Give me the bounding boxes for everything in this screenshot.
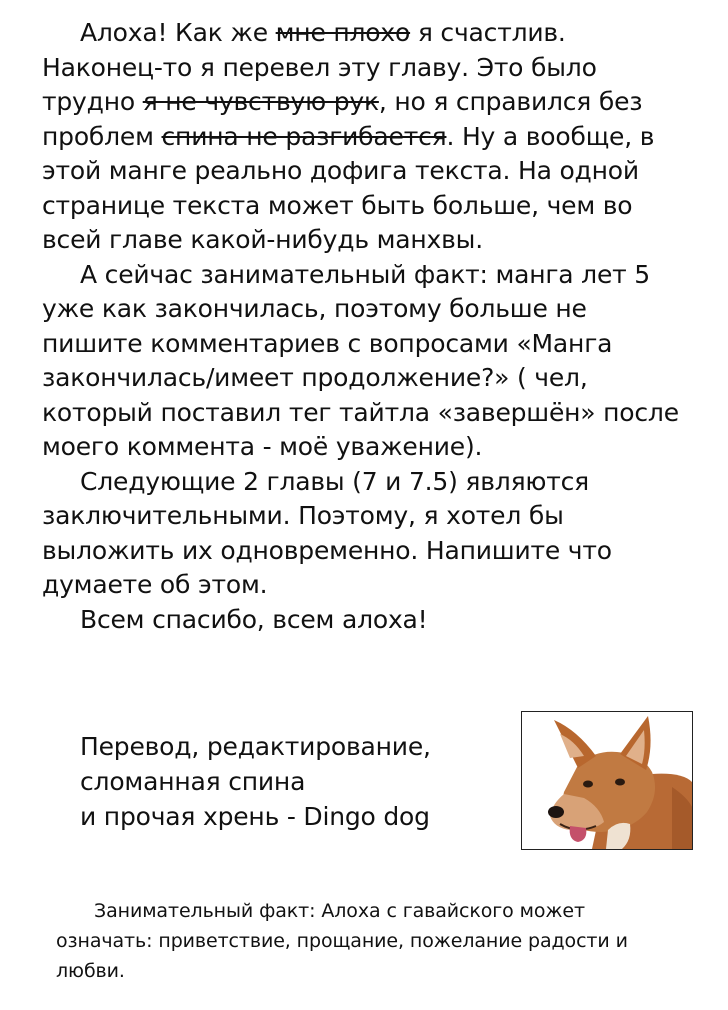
main-text [42, 16, 692, 637]
paragraph-1 [42, 16, 692, 258]
strikethrough-text: спина не разгибается [161, 121, 447, 151]
dingo-dog-illustration [522, 712, 692, 849]
footnote-text: Занимательный факт: Алоха с гавайского может означать: приветствие, прощание, пожелание радости и любви. [56, 900, 628, 982]
text-segment: Алоха! Как же [80, 18, 276, 47]
text-segment: . Ну а вообще, в этой манге реально дофига текста. На одной странице текста может быть больше, чем во всей главе какой-нибудь манхвы. [42, 121, 655, 254]
paragraph-3: Следующие 2 главы (7 и 7.5) являются заключительными. Поэтому, я хотел бы выложить их одновременно. Напишите что думаете об этом. [42, 466, 612, 599]
credits-line: сломанная спина [80, 767, 306, 796]
credits [80, 729, 500, 834]
credits-line: и прочая хрень - Dingo dog [80, 802, 430, 831]
text-segment: , но я справился без проблем [42, 87, 643, 151]
dingo-photo [521, 711, 693, 850]
text-segment: я счастлив. Наконец-то я перевел эту главу. Это было трудно [42, 18, 597, 116]
paragraph-4: Всем спасибо, всем алоха! [80, 604, 428, 634]
strikethrough-text: я не чувствую рук [142, 87, 379, 116]
strikethrough-text: мне плохо [275, 18, 411, 47]
paragraph-2: А сейчас занимательный факт: манга лет 5 уже как закончилась, поэтому больше не пишите комментариев с вопросами «Манга закончилась/имеет продолжение?» ( чел, который поставил тег тайтла «завершён» после моего коммента - моё уважение). [42, 259, 679, 461]
footnote [56, 896, 686, 986]
credits-line: Перевод, редактирование, [80, 732, 431, 761]
